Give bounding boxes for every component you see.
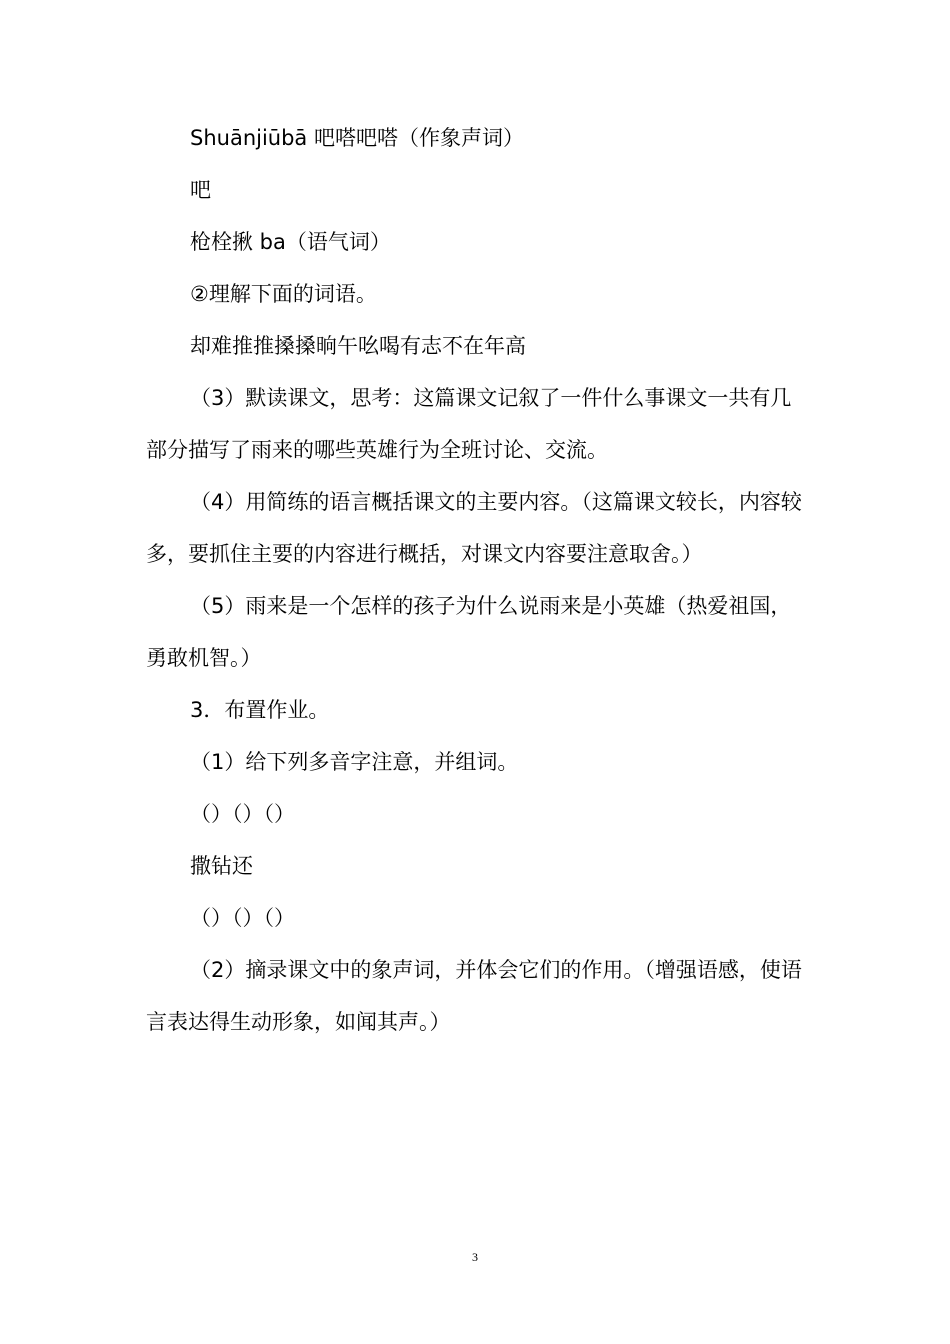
paragraph-homework-heading: 3．布置作业。 [190,698,330,722]
paragraph-modal-particle: 枪栓揪 ba（语气词） [190,230,391,254]
paragraph-blanks-top: （）（）（） [190,802,295,826]
paragraph-item-3: （3）默读课文，思考：这篇课文记叙了一件什么事课文一共有几部分描写了雨来的哪些英雄行为全班讨论、交流。 [146,386,792,462]
paragraph-item-5: （5）雨来是一个怎样的孩子为什么说雨来是小英雄（热爱祖国，勇敢机智。） [146,594,792,670]
page-number: 3 [472,1250,478,1264]
paragraph-homework-1: （1）给下列多音字注意，并组词。 [190,750,519,774]
document-body [146,112,810,1048]
paragraph-item-4: （4）用简练的语言概括课文的主要内容。（这篇课文较长，内容较多，要抓住主要的内容进行概括，对课文内容要注意取舍。） [146,490,802,566]
paragraph-blanks-bottom: （）（）（） [190,906,295,930]
paragraph-polyphonic-chars: 撒钻还 [190,854,253,878]
paragraph-word-list: 却难推推搡搡晌午吆喝有志不在年高 [190,334,526,358]
paragraph-pinyin-onomatopoeia: Shuānjiūbā 吧嗒吧嗒（作象声词） [190,126,524,150]
paragraph-char-ba: 吧 [190,178,211,202]
paragraph-homework-2: （2）摘录课文中的象声词，并体会它们的作用。（增强语感，使语言表达得生动形象，如闻其声。） [146,958,802,1034]
paragraph-understand-words: ②理解下面的词语。 [190,282,377,306]
